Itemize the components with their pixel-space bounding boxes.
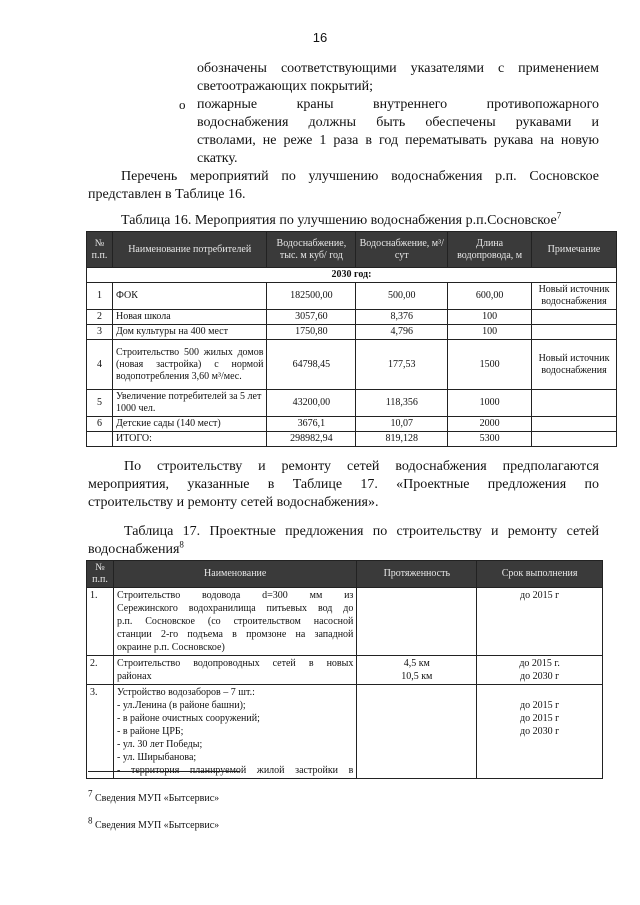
- cell-number: 2: [87, 310, 113, 325]
- table-row: [87, 685, 603, 779]
- cell-number: 1: [87, 283, 113, 310]
- column-header: Примечание: [532, 232, 617, 268]
- cell-day: 8,376: [356, 310, 448, 325]
- caption-text: Таблица 16. Мероприятия по улучшению водоснабжения р.п.Сосновское: [121, 213, 557, 228]
- paragraph-continuation: [197, 60, 599, 96]
- cell-line: до 2015 г: [520, 700, 560, 711]
- cell-length: 1000: [448, 390, 532, 417]
- cell-length: [357, 685, 477, 779]
- cell-line: до 2015 г: [520, 590, 560, 601]
- cell-note: Новый источник водоснабжения: [532, 340, 617, 390]
- column-header: Протяженность: [357, 561, 477, 588]
- cell-line: до 2015 г.: [519, 658, 560, 669]
- cell-length: 600,00: [448, 283, 532, 310]
- text-line: стволами, не реже 1 раза в год перематывать рукава на новую: [197, 133, 599, 148]
- cell-note: [532, 417, 617, 432]
- cell-line: 4,5 км: [403, 658, 430, 669]
- cell-year: 3676,1: [267, 417, 356, 432]
- cell-name: [113, 588, 356, 656]
- cell-line: - ул.Ленина (в районе башни);: [116, 700, 246, 711]
- cell-line: 10,5 км: [401, 671, 433, 682]
- cell-length: 5300: [448, 432, 532, 447]
- table17: [86, 560, 603, 779]
- cell-note: [532, 325, 617, 340]
- cell-year: 298982,94: [267, 432, 356, 447]
- table-row: [87, 283, 617, 310]
- text-line: Перечень мероприятий по улучшению водоснабжения р.п. Сосновское: [121, 169, 599, 184]
- cell-line: - ул. 30 лет Победы;: [116, 739, 203, 750]
- table-row: [87, 588, 603, 656]
- cell-line: до 2015 г: [520, 713, 560, 724]
- cell-line: Строительство водопроводных сетей в новых: [116, 658, 354, 669]
- cell-number: 5: [87, 390, 113, 417]
- cell-note: Новый источник водоснабжения: [532, 283, 617, 310]
- cell-number: 1.: [87, 588, 114, 656]
- cell-length: 2000: [448, 417, 532, 432]
- cell-note: [532, 310, 617, 325]
- text-line: представлен в Таблице 16.: [88, 187, 246, 202]
- cell-number: [87, 432, 113, 447]
- cell-year: 64798,45: [267, 340, 356, 390]
- cell-term: [477, 656, 603, 685]
- cell-year: 43200,00: [267, 390, 356, 417]
- column-header: Срок выполнения: [477, 561, 603, 588]
- table-row: [87, 417, 617, 432]
- cell-line: до 2030 г: [520, 726, 560, 737]
- caption-text: водоснабжения: [88, 542, 180, 557]
- paragraph-table17-intro: [88, 458, 599, 512]
- cell-line: - в районе ЦРБ;: [116, 726, 184, 737]
- footnote-separator: [88, 771, 240, 772]
- cell-note: [532, 390, 617, 417]
- footnote-mark: 8: [88, 815, 93, 826]
- column-header: Длина водопровода, м: [448, 232, 532, 268]
- cell-name: Увеличение потребителей за 5 лет 1000 чел.: [112, 390, 266, 417]
- cell-day: 4,796: [356, 325, 448, 340]
- bullet-item: [197, 96, 599, 168]
- cell-term: [477, 588, 603, 656]
- text-line: строительству и ремонту сетей водоснабжения».: [88, 495, 379, 510]
- cell-year: 1750,80: [267, 325, 356, 340]
- cell-day: 177,53: [356, 340, 448, 390]
- cell-year: 182500,00: [267, 283, 356, 310]
- cell-line: Устройство водозаборов – 7 шт.:: [116, 687, 255, 698]
- cell-name: [113, 656, 356, 685]
- cell-name: ИТОГО:: [112, 432, 266, 447]
- footnote-ref: 8: [179, 539, 184, 550]
- cell-day: 118,356: [356, 390, 448, 417]
- table16: [86, 231, 617, 447]
- cell-number: 3.: [87, 685, 114, 779]
- cell-day: 10,07: [356, 417, 448, 432]
- column-header: Наименование потребителей: [112, 232, 266, 268]
- cell-name: [113, 685, 356, 779]
- cell-number: 2.: [87, 656, 114, 685]
- cell-length: [357, 588, 477, 656]
- text-line: По строительству и ремонту сетей водоснабжения предполагаются: [124, 459, 599, 474]
- column-header: № п.п.: [87, 232, 113, 268]
- cell-line: станции 2-го подъема в промзоне на западной: [116, 629, 354, 640]
- table-header-row: [87, 232, 617, 268]
- column-header: Водоснабжение, м³/сут: [356, 232, 448, 268]
- text-line: скатку.: [197, 151, 238, 166]
- footnote-text: Сведения МУП «Бытсервис»: [95, 820, 220, 831]
- table-row: [87, 340, 617, 390]
- footnote-text: Сведения МУП «Бытсервис»: [95, 793, 220, 804]
- cell-line: р.п. Сосновское (со строительством насосной: [116, 616, 354, 627]
- table-row: [87, 390, 617, 417]
- cell-number: 4: [87, 340, 113, 390]
- cell-line: Строительство водовода d=300 мм из: [116, 590, 354, 601]
- table-total-row: [87, 432, 617, 447]
- cell-line: - территория планируемой жилой застройки в: [116, 765, 354, 776]
- cell-length: 100: [448, 325, 532, 340]
- cell-line: - ул. Ширыбанова;: [116, 752, 197, 763]
- cell-length: 100: [448, 310, 532, 325]
- cell-length: [357, 656, 477, 685]
- text-line: обозначены соответствующими указателями с применением: [197, 61, 599, 76]
- footnote-mark: 7: [88, 788, 93, 799]
- footnote: [88, 815, 220, 831]
- cell-number: 6: [87, 417, 113, 432]
- cell-line: - в районе очистных сооружений;: [116, 713, 260, 724]
- table-row: [87, 310, 617, 325]
- cell-name: ФОК: [112, 283, 266, 310]
- caption-text: Таблица 17. Проектные предложения по строительству и ремонту сетей: [124, 524, 599, 539]
- section-label: 2030 год:: [87, 268, 617, 283]
- table-header-row: [87, 561, 603, 588]
- cell-length: 1500: [448, 340, 532, 390]
- bullet-mark: o: [179, 97, 186, 112]
- cell-term: [477, 685, 603, 779]
- paragraph-table16-intro: [88, 168, 599, 204]
- cell-number: 3: [87, 325, 113, 340]
- cell-line: Сережинского водохранилища питьевых вод до: [116, 603, 354, 614]
- cell-note: [532, 432, 617, 447]
- cell-name: Строительство 500 жилых домов (новая застройка) с нормой водопотребления 3,60 м³/мес.: [112, 340, 266, 390]
- cell-year: 3057,60: [267, 310, 356, 325]
- cell-day: 819,128: [356, 432, 448, 447]
- table-section-row: [87, 268, 617, 283]
- page-number: 16: [312, 30, 328, 45]
- text-line: пожарные краны внутреннего противопожарного: [197, 97, 599, 112]
- table-row: [87, 656, 603, 685]
- cell-day: 500,00: [356, 283, 448, 310]
- column-header: № п.п.: [87, 561, 114, 588]
- column-header: Наименование: [113, 561, 356, 588]
- cell-name: Детские сады (140 мест): [112, 417, 266, 432]
- cell-name: Новая школа: [112, 310, 266, 325]
- table-row: [87, 325, 617, 340]
- table17-caption: [88, 523, 599, 559]
- text-line: мероприятия, указанные в Таблице 17. «Проектные предложения по: [88, 477, 599, 492]
- cell-line: районах: [116, 671, 152, 682]
- cell-line: до 2030 г: [520, 671, 560, 682]
- text-line: светоотражающих покрытий;: [197, 79, 374, 94]
- footnote-ref: 7: [556, 210, 562, 221]
- text-line: водоснабжения должны быть обеспечены рукавами и: [197, 115, 599, 130]
- column-header: Водоснабжение, тыс. м куб/ год: [267, 232, 356, 268]
- cell-name: Дом культуры на 400 мест: [112, 325, 266, 340]
- table16-caption: [121, 212, 561, 230]
- cell-line: окраине р.п. Сосновское): [116, 642, 225, 653]
- footnote: [88, 788, 220, 804]
